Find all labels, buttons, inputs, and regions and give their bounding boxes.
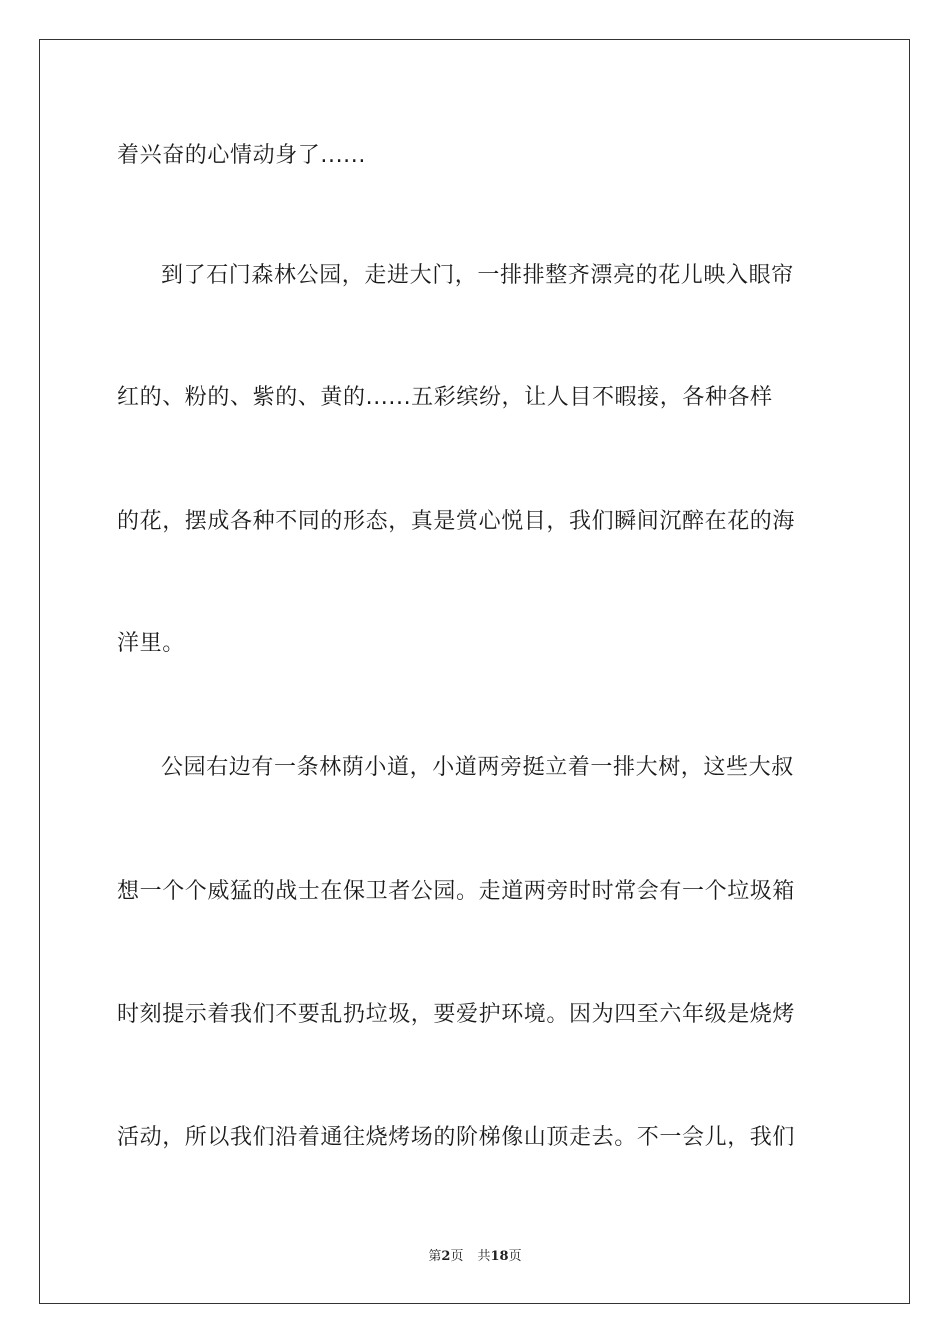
footer-page-suffix: 页 [450,1249,464,1264]
footer-page-prefix: 第 [428,1249,442,1264]
text-line-5: 洋里。 [117,631,185,656]
text-line-8: 时刻提示着我们不要乱扔垃圾，要爱护环境。因为四至六年级是烧烤 [117,1002,796,1027]
text-line-3: 红的、粉的、紫的、黄的......五彩缤纷，让人目不暇接，各种各样 [117,385,773,410]
footer-total-suffix: 页 [508,1249,522,1264]
text-line-9: 活动，所以我们沿着通往烧烤场的阶梯像山顶走去。不一会儿，我们 [117,1125,796,1150]
page-border [39,39,910,1304]
text-line-4: 的花，摆成各种不同的形态，真是赏心悦目，我们瞬间沉醉在花的海 [117,509,796,534]
text-line-6: 公园右边有一条林荫小道，小道两旁挺立着一排大树，这些大叔 [161,755,794,780]
footer-page-number: 2 [441,1249,451,1264]
footer-total-prefix: 共 [477,1249,491,1264]
footer-total-pages: 18 [490,1249,509,1264]
page-footer [0,1245,950,1264]
text-line-2: 到了石门森林公园，走进大门，一排排整齐漂亮的花儿映入眼帘 [161,263,794,288]
text-line-7: 想一个个威猛的战士在保卫者公园。走道两旁时时常会有一个垃圾箱 [117,879,796,904]
text-line-1: 着兴奋的心情动身了...... [117,143,366,168]
